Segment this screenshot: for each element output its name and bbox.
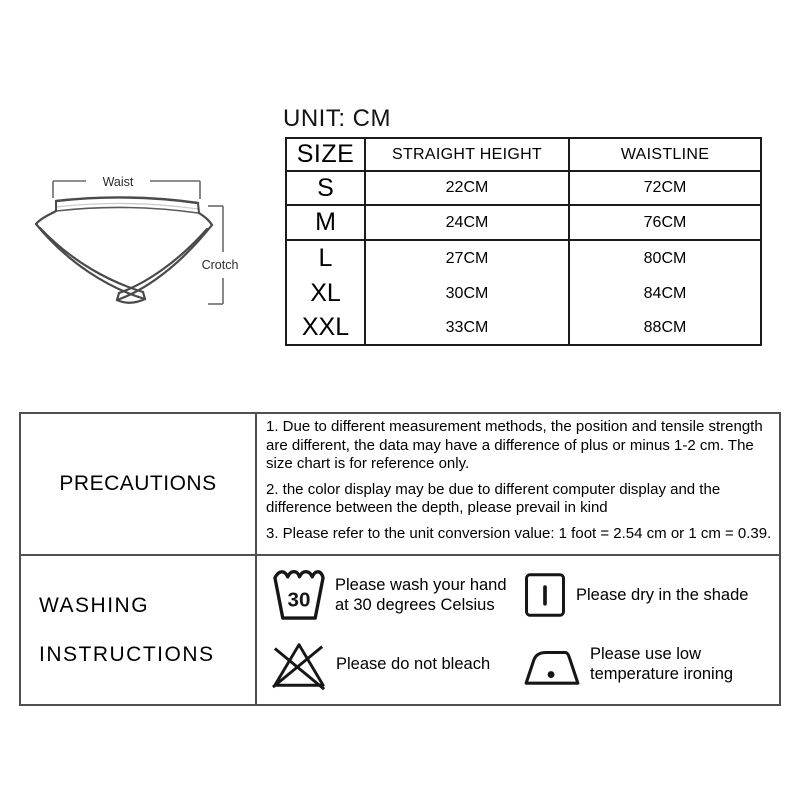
- waist-cell-xxl: 88CM: [570, 311, 760, 344]
- dry-in-shade-icon: [523, 571, 567, 619]
- height-cell-xl: 30CM: [366, 276, 570, 311]
- size-table-header-waist: WAISTLINE: [570, 139, 760, 172]
- wash-instruction-low-iron: [523, 629, 775, 698]
- wash-instruction-label: Please use low: [590, 644, 701, 663]
- wash-instruction-label: temperature ironing: [590, 664, 734, 683]
- waist-cell-m: 76CM: [570, 206, 760, 241]
- height-cell-s: 22CM: [366, 172, 570, 206]
- precaution-item-3: 3. Please refer to the unit conversion value: 1 foot = 2.54 cm or 1 cm = 0.39.: [266, 524, 772, 542]
- unit-title: UNIT: CM: [283, 105, 391, 132]
- wash-instruction-label: Please do not bleach: [336, 654, 491, 673]
- wash-instruction-hand-wash: [271, 560, 523, 629]
- height-cell-xxl: 33CM: [366, 311, 570, 344]
- wash-instruction-label: Please dry in the shade: [576, 585, 749, 604]
- svg-text:30: 30: [287, 588, 311, 612]
- precaution-item-2: 2. the color display may be due to different computer display and the difference between the depth, please prevail in kind: [266, 480, 721, 516]
- waist-label: Waist: [102, 175, 134, 189]
- underwear-illustration-icon: [28, 168, 253, 320]
- crotch-label: Crotch: [201, 258, 239, 272]
- waist-cell-l: 80CM: [570, 241, 760, 276]
- size-cell-l: L: [287, 241, 366, 276]
- washing-title-line1: WASHING: [39, 593, 150, 617]
- size-table: [285, 137, 762, 346]
- wash-instruction-no-bleach: [271, 629, 523, 698]
- washing-instructions-title: [21, 556, 257, 704]
- wash-instruction-label: at 30 degrees Celsius: [335, 595, 495, 614]
- waist-cell-xl: 84CM: [570, 276, 760, 311]
- size-cell-xxl: XXL: [287, 311, 366, 344]
- precaution-item-1: 1. Due to different measurement methods, the position and tensile strength are different, the data may have a difference of plus or minus 1-2 cm. The size chart is for reference only.: [266, 418, 763, 472]
- size-cell-xl: XL: [287, 276, 366, 311]
- precautions-title: PRECAUTIONS: [21, 414, 257, 556]
- info-box: [19, 412, 781, 706]
- precautions-content: [257, 414, 779, 556]
- height-cell-l: 27CM: [366, 241, 570, 276]
- low-temperature-iron-icon: [523, 641, 581, 687]
- wash-instruction-dry-shade: [523, 560, 775, 629]
- do-not-bleach-icon: [271, 636, 327, 692]
- wash-30-icon: [271, 565, 326, 624]
- underwear-diagram: [28, 168, 253, 320]
- washing-title-line2: INSTRUCTIONS: [39, 642, 215, 666]
- waist-cell-s: 72CM: [570, 172, 760, 206]
- size-table-header-size: SIZE: [287, 139, 366, 172]
- size-table-header-height: STRAIGHT HEIGHT: [366, 139, 570, 172]
- washing-instructions-content: [257, 556, 779, 704]
- size-cell-m: M: [287, 206, 366, 241]
- size-cell-s: S: [287, 172, 366, 206]
- wash-instruction-label: Please wash your hand: [335, 575, 507, 594]
- height-cell-m: 24CM: [366, 206, 570, 241]
